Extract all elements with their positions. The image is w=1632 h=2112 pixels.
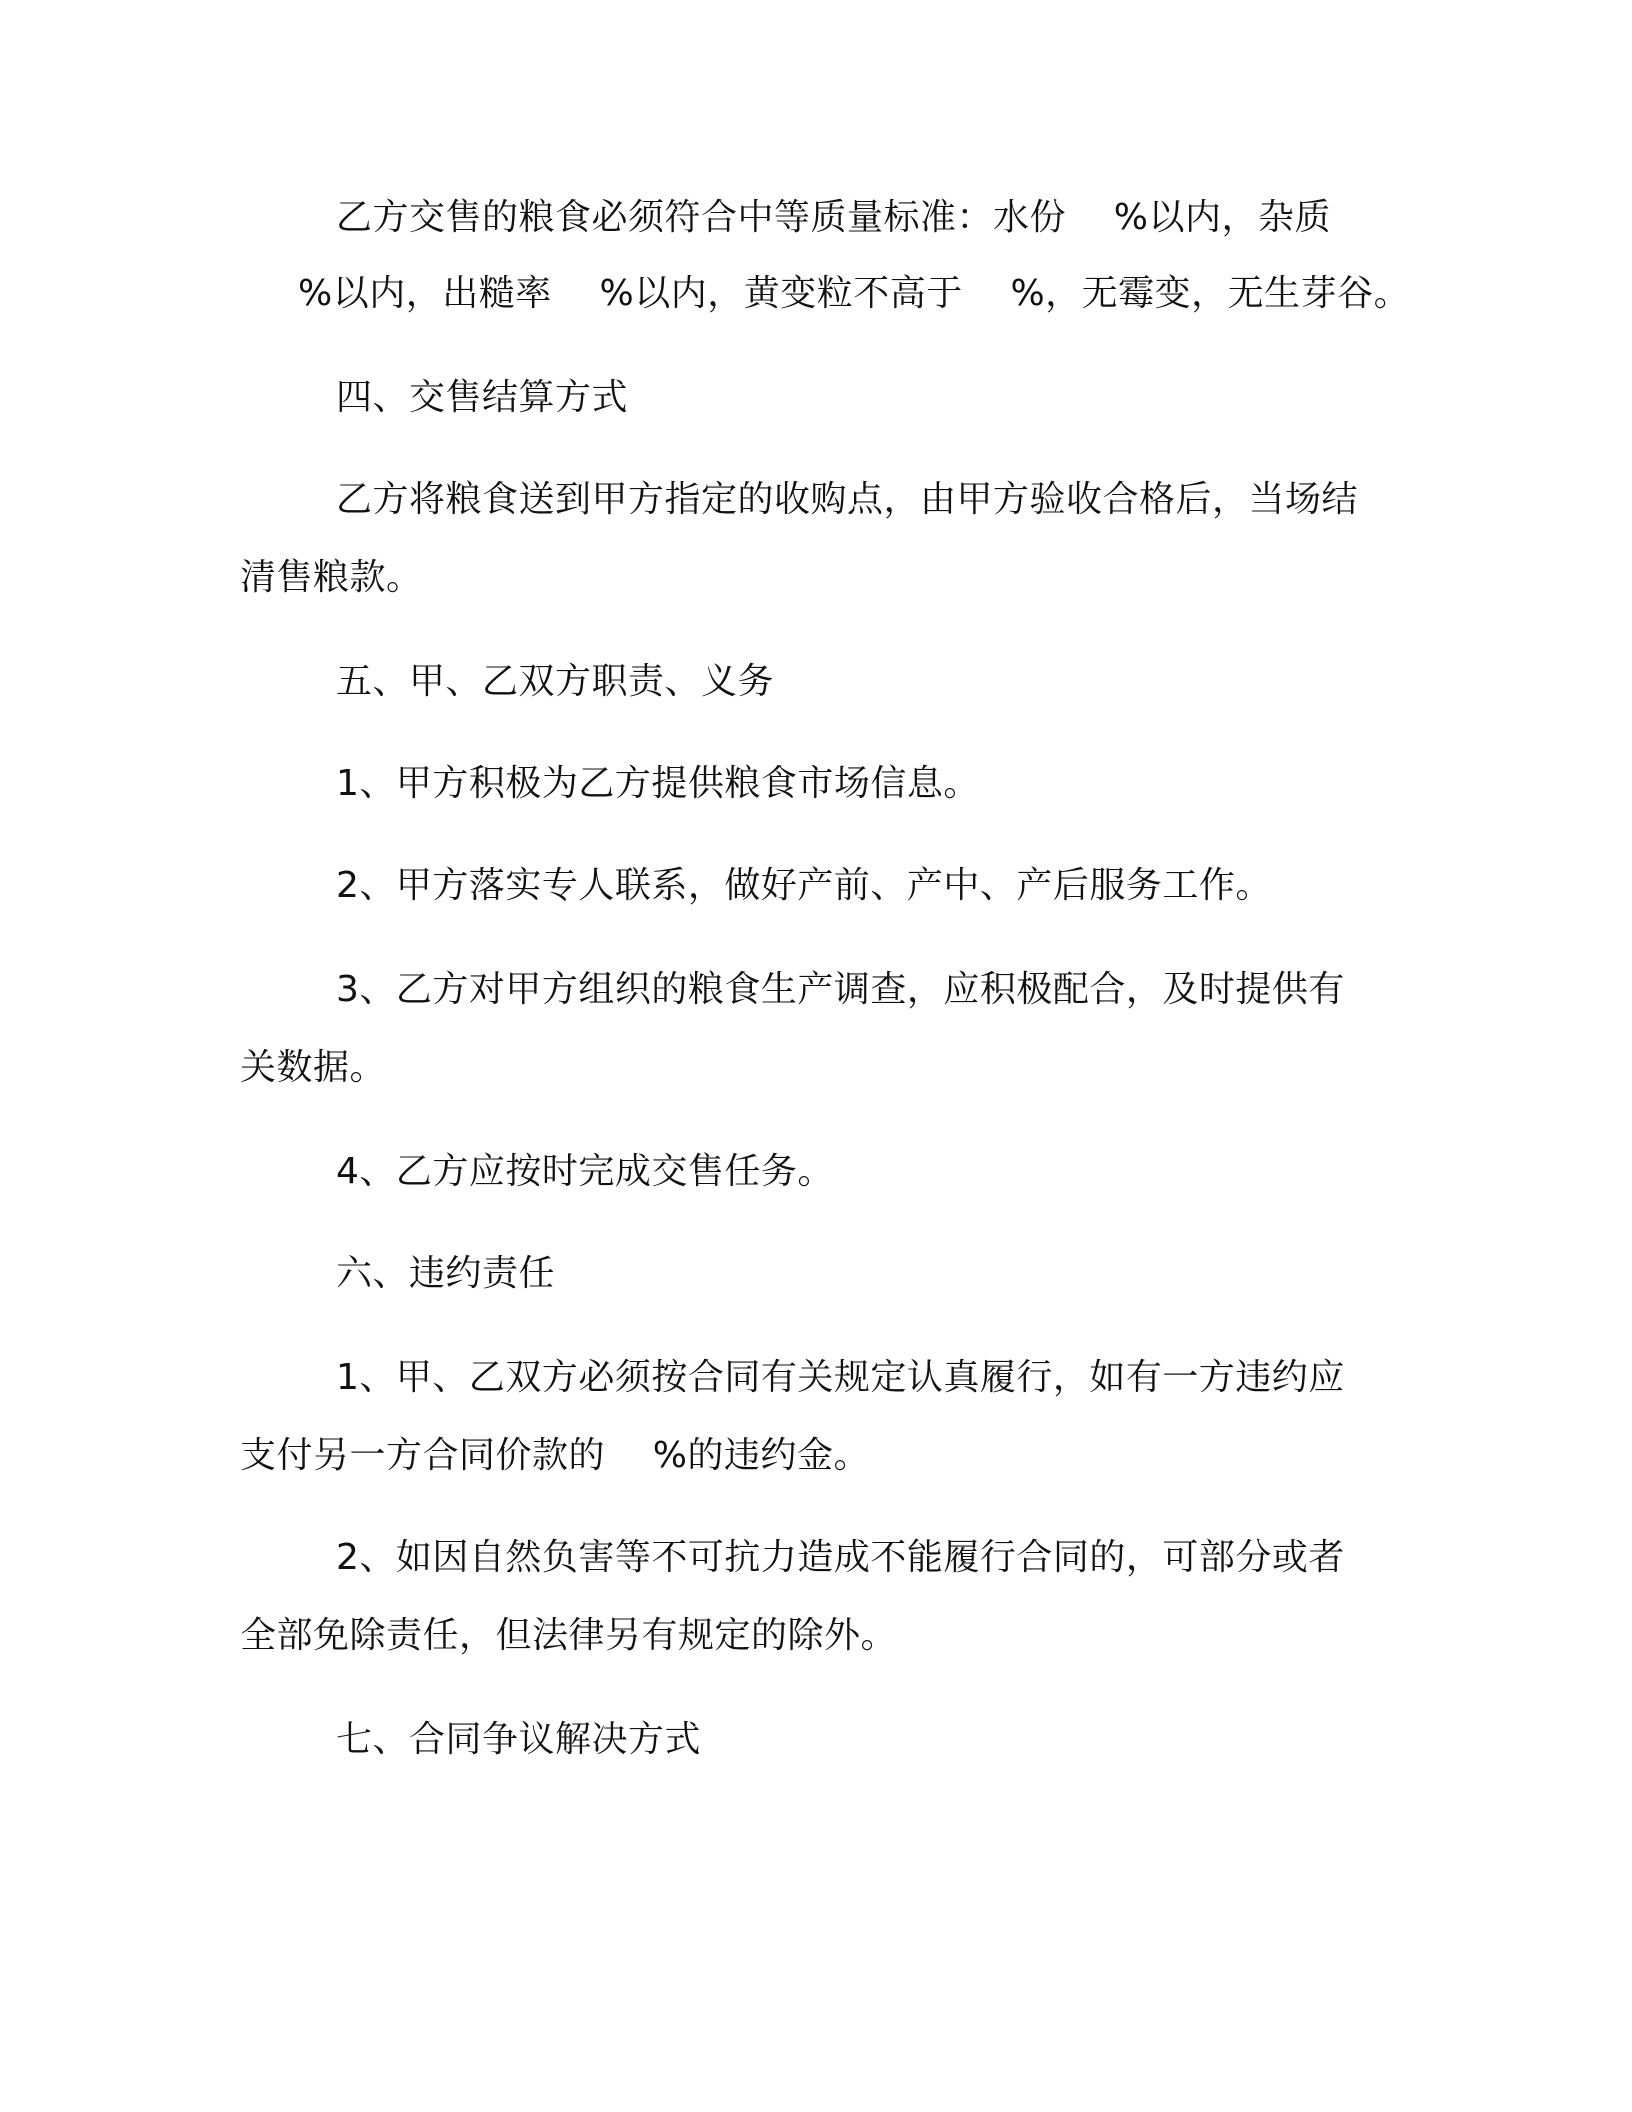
section-heading-duties: 五、甲、乙双方职责、义务 — [336, 661, 775, 702]
duty-item-2: 2、甲方落实专人联系，做好产前、产中、产后服务工作。 — [336, 865, 1272, 906]
liability-item-2-line-2: 全部免除责任，但法律另有规定的除外。 — [240, 1615, 898, 1656]
quality-standard-line-1: 乙方交售的粮食必须符合中等质量标准：水份 %以内，杂质 — [336, 197, 1331, 238]
liability-item-1-line-2: 支付另一方合同价款的 %的违约金。 — [240, 1435, 870, 1476]
liability-item-2-line-1: 2、如因自然负害等不可抗力造成不能履行合同的，可部分或者 — [336, 1537, 1345, 1578]
duty-item-1: 1、甲方积极为乙方提供粮食市场信息。 — [336, 763, 980, 804]
section-heading-settlement: 四、交售结算方式 — [336, 377, 629, 418]
liability-item-1-line-1: 1、甲、乙双方必须按合同有关规定认真履行，如有一方违约应 — [336, 1357, 1345, 1398]
settlement-paragraph-line-2: 清售粮款。 — [240, 557, 423, 598]
duty-item-4: 4、乙方应按时完成交售任务。 — [336, 1151, 834, 1192]
section-heading-dispute: 七、合同争议解决方式 — [336, 1719, 702, 1760]
settlement-paragraph-line-1: 乙方将粮食送到甲方指定的收购点，由甲方验收合格后，当场结 — [336, 479, 1359, 520]
duty-item-3-line-2: 关数据。 — [240, 1047, 387, 1088]
duty-item-3-line-1: 3、乙方对甲方组织的粮食生产调查，应积极配合，及时提供有 — [336, 969, 1345, 1010]
section-heading-liability: 六、违约责任 — [336, 1253, 556, 1294]
quality-standard-line-2: %以内，出糙率 %以内，黄变粒不高于 %，无霉变，无生芽谷。 — [298, 273, 1411, 314]
